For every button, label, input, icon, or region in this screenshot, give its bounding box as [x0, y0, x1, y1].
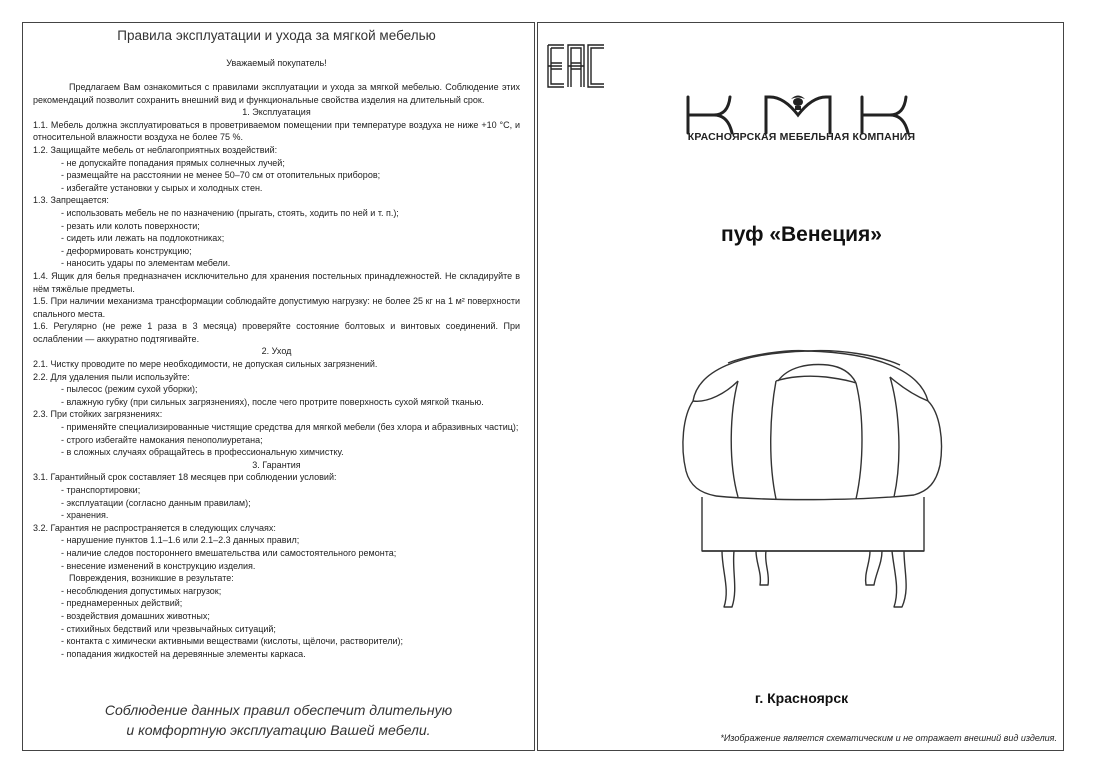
list-item: - стихийных бедствий или чрезвычайных ситуаций; [61, 623, 276, 634]
list-item: - несоблюдения допустимых нагрузок; [61, 585, 222, 596]
rule-3-2: 3.2. Гарантия не распространяется в следующих случаях: [33, 522, 276, 533]
document-title: Правила эксплуатации и ухода за мягкой мебелью [117, 28, 436, 43]
section-heading-warranty: 3. Гарантия [252, 459, 301, 470]
list-item: - хранения. [61, 510, 109, 521]
product-title: пуф «Венеция» [721, 223, 882, 246]
list-item: - транспортировки; [61, 485, 141, 495]
list-item: - попадания жидкостей на деревянные элементы каркаса. [61, 648, 306, 659]
closing-note [23, 700, 534, 740]
section-heading-care: 2. Уход [261, 346, 292, 357]
product-card [537, 22, 1064, 751]
rule-1-2: 1.2. Защищайте мебель от неблагоприятных воздействий: [33, 144, 278, 155]
rule-2-2: 2.2. Для удаления пыли используйте: [33, 371, 190, 382]
list-item: - в сложных случаях обращайтесь в профессиональную химчистку. [61, 447, 344, 458]
rule-1-4: 1.4. Ящик для белья предназначен исключительно для хранения постельных принадлежностей. Не складируйте в нём тяжёлые предметы. [33, 270, 520, 294]
list-item: - наличие следов постороннего вмешательства или самостоятельного ремонта; [61, 547, 397, 558]
list-item: - резать или колоть поверхности; [61, 220, 200, 231]
intro-paragraph: Предлагаем Вам ознакомиться с правилами эксплуатации и ухода за мягкой мебелью. Соблюдение этих рекомендаций позволит сохранить внешний вид и функциональные свойства изделия на длительный срок. [33, 82, 520, 105]
list-item: - сидеть или лежать на подлокотниках; [61, 233, 225, 244]
list-item: - пылесос (режим сухой уборки); [61, 384, 198, 395]
rule-3-1: 3.1. Гарантийный срок составляет 18 месяцев при соблюдении условий: [33, 472, 337, 483]
list-item: - эксплуатации (согласно данным правилам); [61, 497, 251, 508]
list-item: - нарушение пунктов 1.1–1.6 или 2.1–2.3 данных правил; [61, 535, 300, 546]
rule-2-1: 2.1. Чистку проводите по мере необходимости, не допуская сильных загрязнений. [33, 359, 378, 370]
rule-1-3: 1.3. Запрещается: [33, 195, 109, 206]
rules-panel [22, 22, 535, 751]
section-heading-operation: 1. Эксплуатация [242, 107, 311, 118]
city-label: г. Красноярск [754, 690, 849, 706]
list-item: - воздействия домашних животных; [61, 610, 210, 621]
closing-note-line: и комфортную эксплуатацию Вашей мебели. [126, 722, 431, 738]
closing-note-line: Соблюдение данных правил обеспечит длительную [104, 702, 453, 718]
list-item: - преднамеренных действий; [61, 598, 183, 609]
list-item: - деформировать конструкцию; [61, 245, 192, 256]
list-item: - размещайте на расстоянии не менее 50–70 см от отопительных приборов; [61, 170, 381, 181]
list-item: - использовать мебель не по назначению (прыгать, стоять, ходить по ней и т. п.); [61, 207, 399, 218]
eac-mark-icon [546, 43, 610, 89]
rule-1-6: 1.6. Регулярно (не реже 1 раза в 3 месяца) проверяйте состояние болтовых и винтовых соединений. При ослаблении — аккуратно подтягивайте. [33, 321, 520, 344]
rule-1-5: 1.5. При наличии механизма трансформации соблюдайте допустимую нагрузку: не более 25 кг на 1 м² поверхности спального места. [33, 296, 520, 319]
list-item: - внесение изменений в конструкцию изделия. [61, 560, 256, 571]
list-item: - строго избегайте намокания пенополиуретана; [61, 434, 263, 445]
greeting: Уважаемый покупатель! [226, 58, 327, 68]
company-name: КРАСНОЯРСКАЯ МЕБЕЛЬНАЯ КОМПАНИЯ [687, 131, 916, 143]
rule-1-1: 1.1. Мебель должна эксплуатироваться в проветриваемом помещении при температуре воздуха не ниже +10 °C, и относительной влажности воздуха не более 75 %. [33, 119, 520, 143]
list-item: - применяйте специализированные чистящие средства для мягкой мебели (без хлора и абразивных частиц); [61, 422, 519, 433]
pouf-drawing-icon [638, 341, 968, 609]
list-item: - влажную губку (при сильных загрязнениях), после чего протрите поверхность сухой мягкой тканью. [61, 396, 484, 407]
list-note: Повреждения, возникшие в результате: [69, 573, 234, 584]
list-item: - избегайте установки у сырых и холодных стен. [61, 182, 263, 193]
list-item: - контакта с химически активными веществами (кислоты, щёлочи, растворители); [61, 636, 404, 647]
image-disclaimer: *Изображение является схематическим и не отражает внешний вид изделия. [720, 733, 1057, 743]
rule-2-3: 2.3. При стойких загрязнениях: [33, 409, 163, 420]
list-item: - наносить удары по элементам мебели. [61, 258, 231, 269]
list-item: - не допускайте попадания прямых солнечных лучей; [61, 157, 285, 168]
